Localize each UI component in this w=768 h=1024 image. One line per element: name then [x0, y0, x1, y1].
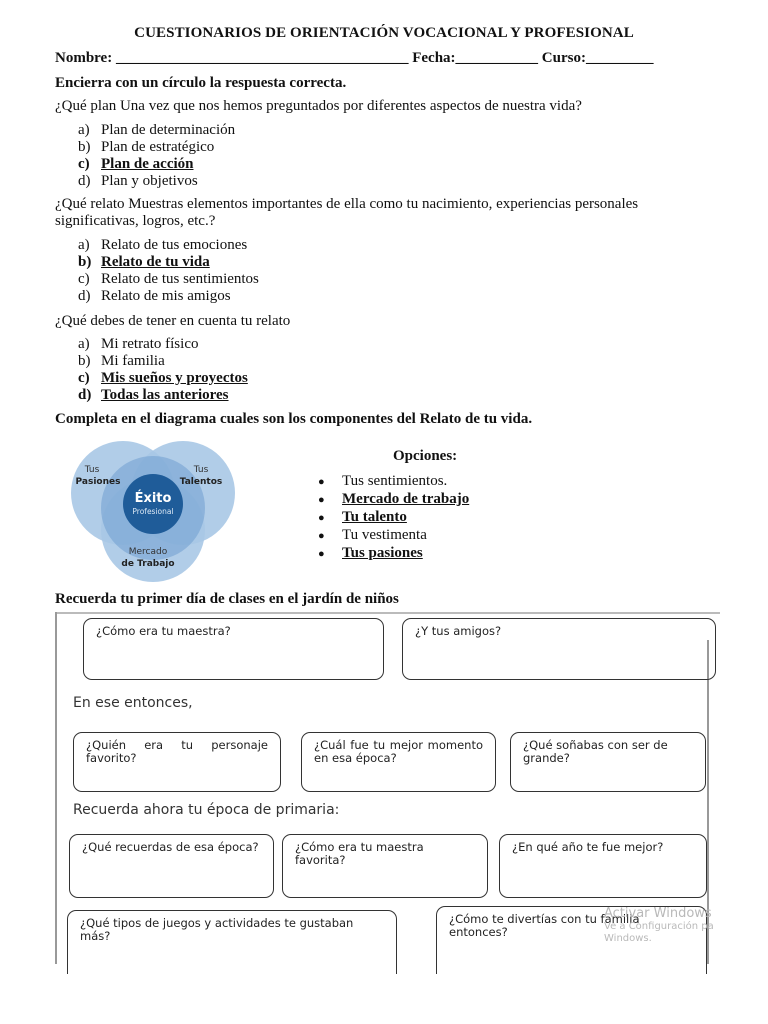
- option-3d-correct: d) Todas las anteriores: [78, 387, 229, 403]
- venn-bottom-top: Mercado: [128, 547, 168, 557]
- label-entonces: En ese entonces,: [73, 695, 193, 711]
- venn-bottom-bottom: de Trabajo: [121, 559, 175, 569]
- opcion-item: ● Tu vestimenta: [318, 527, 427, 543]
- option-3b: b) Mi familia: [78, 353, 165, 369]
- question-3-options: [78, 336, 248, 404]
- option-1d: d) Plan y objetivos: [78, 173, 198, 189]
- opcion-item: ● Tus sentimientos.: [318, 473, 448, 489]
- option-1a: a) Plan de determinación: [78, 122, 236, 138]
- instruction-circle: Encierra con un círculo la respuesta correcta.: [55, 75, 347, 91]
- venn-left-bottom: Pasiones: [75, 477, 121, 487]
- header-fields: Nombre: _______________________________________ Fecha:___________ Curso:_________: [55, 50, 654, 66]
- venn-center-top: Éxito: [134, 491, 172, 506]
- box-anio: ¿En qué año te fue mejor?: [499, 834, 707, 898]
- watermark-line-2: Ve a Configuración pa: [604, 921, 714, 932]
- worksheet-border-left: [55, 612, 57, 964]
- activation-watermark: [604, 906, 714, 945]
- label-primaria: Recuerda ahora tu época de primaria:: [73, 802, 340, 818]
- question-2-line-2: significativas, logros, etc.?: [55, 213, 216, 229]
- opcion-item-correct: ● Tus pasiones: [318, 545, 423, 561]
- box-personaje: ¿Quién era tu personaje favorito?: [73, 732, 281, 792]
- venn-center-bottom: Profesional: [132, 507, 174, 516]
- box-sonabas: ¿Qué soñabas con ser de grande?: [510, 732, 706, 792]
- option-1c-correct: c) Plan de acción: [78, 156, 194, 172]
- option-3c-correct: c) Mis sueños y proyectos: [78, 370, 248, 386]
- box-recuerdas: ¿Qué recuerdas de esa época?: [69, 834, 274, 898]
- option-1b: b) Plan de estratégico: [78, 139, 215, 155]
- question-2-line-1: ¿Qué relato Muestras elementos importantes de ella como tu nacimiento, experiencias personales: [55, 196, 639, 212]
- opcion-item-correct: ● Tu talento: [318, 509, 407, 525]
- opcion-item-correct: ● Mercado de trabajo: [318, 491, 470, 507]
- box-amigos: ¿Y tus amigos?: [402, 618, 716, 680]
- page-title: CUESTIONARIOS DE ORIENTACIÓN VOCACIONAL Y PROFESIONAL: [134, 25, 634, 41]
- venn-diagram: [68, 438, 238, 583]
- box-maestra-favorita: ¿Cómo era tu maestra favorita?: [282, 834, 488, 898]
- question-2-options: [78, 237, 259, 305]
- question-1-options: [78, 122, 235, 190]
- box-maestra: ¿Cómo era tu maestra?: [83, 618, 384, 680]
- venn-left-top: Tus: [84, 465, 100, 475]
- opciones-heading: Opciones:: [393, 448, 458, 464]
- box-momento: ¿Cuál fue tu mejor momento en esa época?: [301, 732, 496, 792]
- watermark-line-3: Windows.: [604, 933, 652, 944]
- diagram-instruction: Completa en el diagrama cuales son los componentes del Relato de tu vida.: [55, 411, 533, 427]
- box-juegos: ¿Qué tipos de juegos y actividades te gustaban más?: [67, 910, 397, 974]
- opciones-list: [318, 472, 469, 562]
- option-2c: c) Relato de tus sentimientos: [78, 271, 259, 287]
- option-2b-correct: b) Relato de tu vida: [78, 254, 210, 270]
- watermark-line-1: Activar Windows: [604, 906, 712, 921]
- option-3a: a) Mi retrato físico: [78, 336, 199, 352]
- option-2a: a) Relato de tus emociones: [78, 237, 248, 253]
- question-3: ¿Qué debes de tener en cuenta tu relato: [55, 313, 291, 329]
- question-1: ¿Qué plan Una vez que nos hemos preguntados por diferentes aspectos de nuestra vida?: [55, 98, 582, 114]
- box-divertias: ¿Cómo te divertías con tu familia entonces?: [436, 906, 707, 974]
- venn-right-top: Tus: [193, 465, 209, 475]
- kinder-instruction: Recuerda tu primer día de clases en el jardín de niños: [55, 591, 399, 607]
- venn-right-bottom: Talentos: [179, 477, 223, 487]
- option-2d: d) Relato de mis amigos: [78, 288, 231, 304]
